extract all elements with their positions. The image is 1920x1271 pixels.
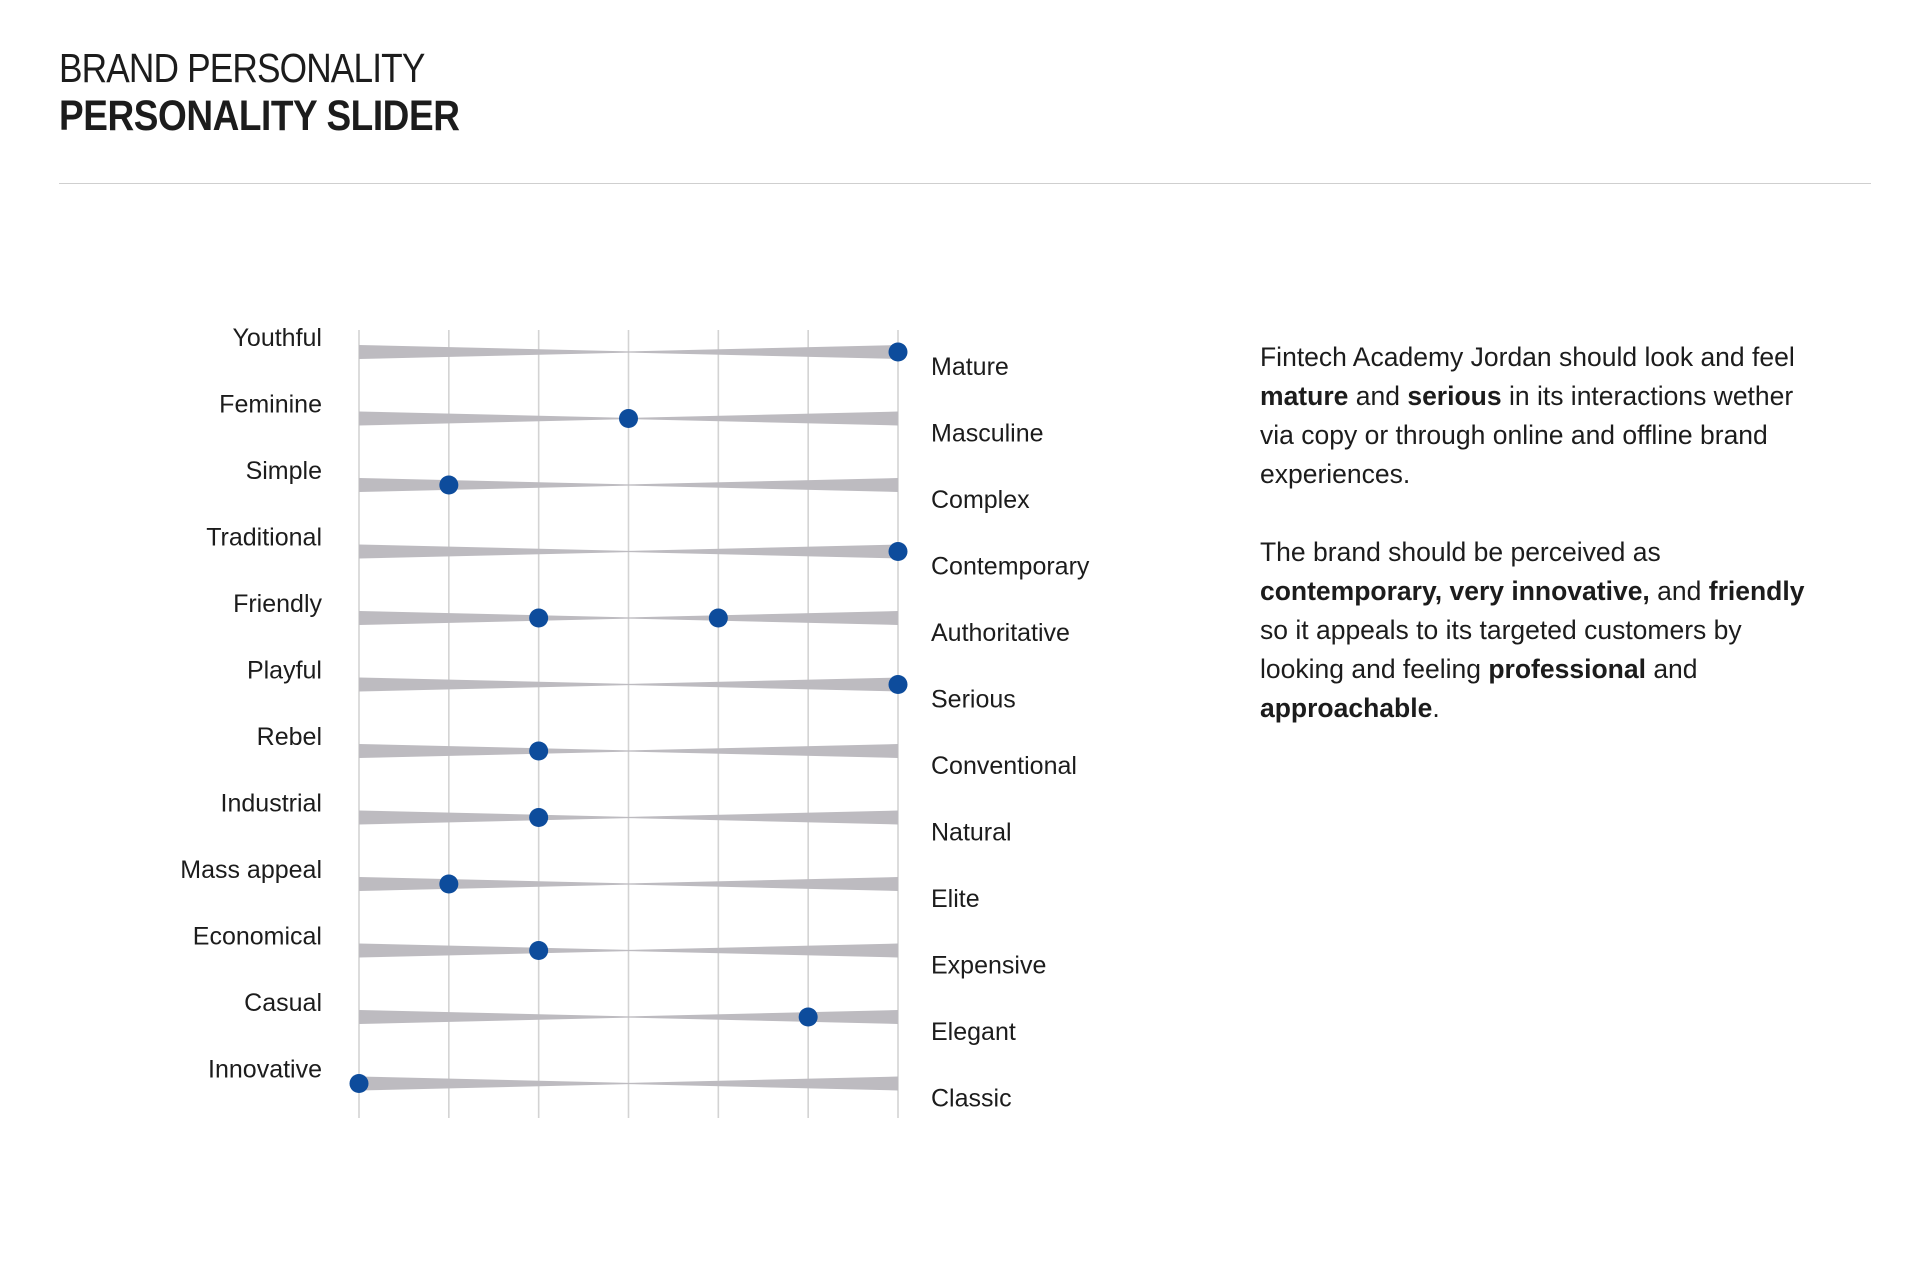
slider-track-right [629,944,899,958]
slider-track-right [629,1077,899,1091]
slider-track-right [629,412,899,426]
slider-track-right [629,744,899,758]
slider-marker [439,476,458,495]
slider-track-left [359,478,629,492]
slider-track-right [629,811,899,825]
slider-marker [439,875,458,894]
slider-track-right [629,877,899,891]
description-run: approachable [1260,693,1433,723]
trait-label-left: Mass appeal [180,856,322,884]
description-run: friendly [1708,576,1805,606]
description-paragraph-1 [1260,338,1820,494]
slider-track-left [359,412,629,426]
slider-marker [350,1074,369,1093]
trait-label-left: Traditional [206,523,322,552]
slider-track-right [629,478,899,492]
slider-track-left [359,678,629,692]
slider-track-left [359,345,629,359]
slider-marker [889,675,908,694]
description-paragraph-2 [1260,533,1820,728]
slider-track-left [359,944,629,958]
trait-label-right: Classic [931,1084,1012,1113]
description-run: in its interactions wether via copy or through online and offline brand experiences. [1260,381,1794,489]
trait-label-right: Natural [931,818,1012,847]
slider-track-left [359,1077,629,1091]
trait-label-left: Simple [245,457,322,485]
slider-marker [709,609,728,628]
slider-marker [889,542,908,561]
slider-marker [529,941,548,960]
description-run: mature [1260,381,1349,411]
slider-track-left [359,877,629,891]
slider-marker [619,409,638,428]
slider-track-left [359,811,629,825]
trait-label-left: Feminine [219,390,322,419]
slider-marker [529,742,548,761]
trait-label-left: Innovative [208,1055,322,1084]
trait-label-left: Economical [192,922,322,951]
description-run: Fintech Academy Jordan should look and feel [1260,342,1795,372]
description-run: and [1348,381,1408,411]
trait-label-left: Industrial [220,789,322,818]
description-run: and [1645,654,1698,684]
slider-track-right [629,1010,899,1024]
slider-marker [889,343,908,362]
description-run: so it appeals to its targeted customers by looking and feeling [1260,615,1742,684]
trait-label-right: Complex [931,486,1030,514]
description-run: professional [1488,654,1646,684]
trait-label-right: Expensive [931,951,1047,980]
section-supertitle: BRAND PERSONALITY [59,45,425,91]
trait-label-left: Playful [246,656,322,685]
slider-track-right [629,345,899,359]
slider-marker [799,1008,818,1027]
slider-marker [529,609,548,628]
slider-track-left [359,611,629,625]
trait-label-left: Rebel [256,723,322,751]
trait-label-left: Casual [244,989,322,1017]
trait-label-right: Contemporary [931,552,1090,581]
brand-description [1260,338,1820,767]
slider-track-left [359,1010,629,1024]
trait-label-right: Serious [931,685,1016,714]
trait-label-right: Elegant [931,1018,1016,1046]
description-run: serious [1407,381,1502,411]
description-run: The brand should be perceived as [1260,537,1661,567]
trait-label-right: Conventional [931,752,1077,780]
slider-track-left [359,744,629,758]
trait-label-right: Authoritative [931,619,1070,647]
trait-label-right: Mature [931,353,1009,381]
trait-label-left: Friendly [233,590,322,618]
slider-track-right [629,611,899,625]
slider-marker [529,808,548,827]
description-run: and [1649,576,1709,606]
description-run: . [1432,693,1440,723]
trait-label-right: Elite [931,885,980,913]
trait-label-left: Youthful [232,324,322,352]
trait-label-right: Masculine [931,419,1044,448]
slider-track-right [629,545,899,559]
page-title: PERSONALITY SLIDER [59,92,460,140]
slider-track-right [629,678,899,692]
description-run: contemporary, very innovative, [1260,576,1650,606]
slider-track-left [359,545,629,559]
